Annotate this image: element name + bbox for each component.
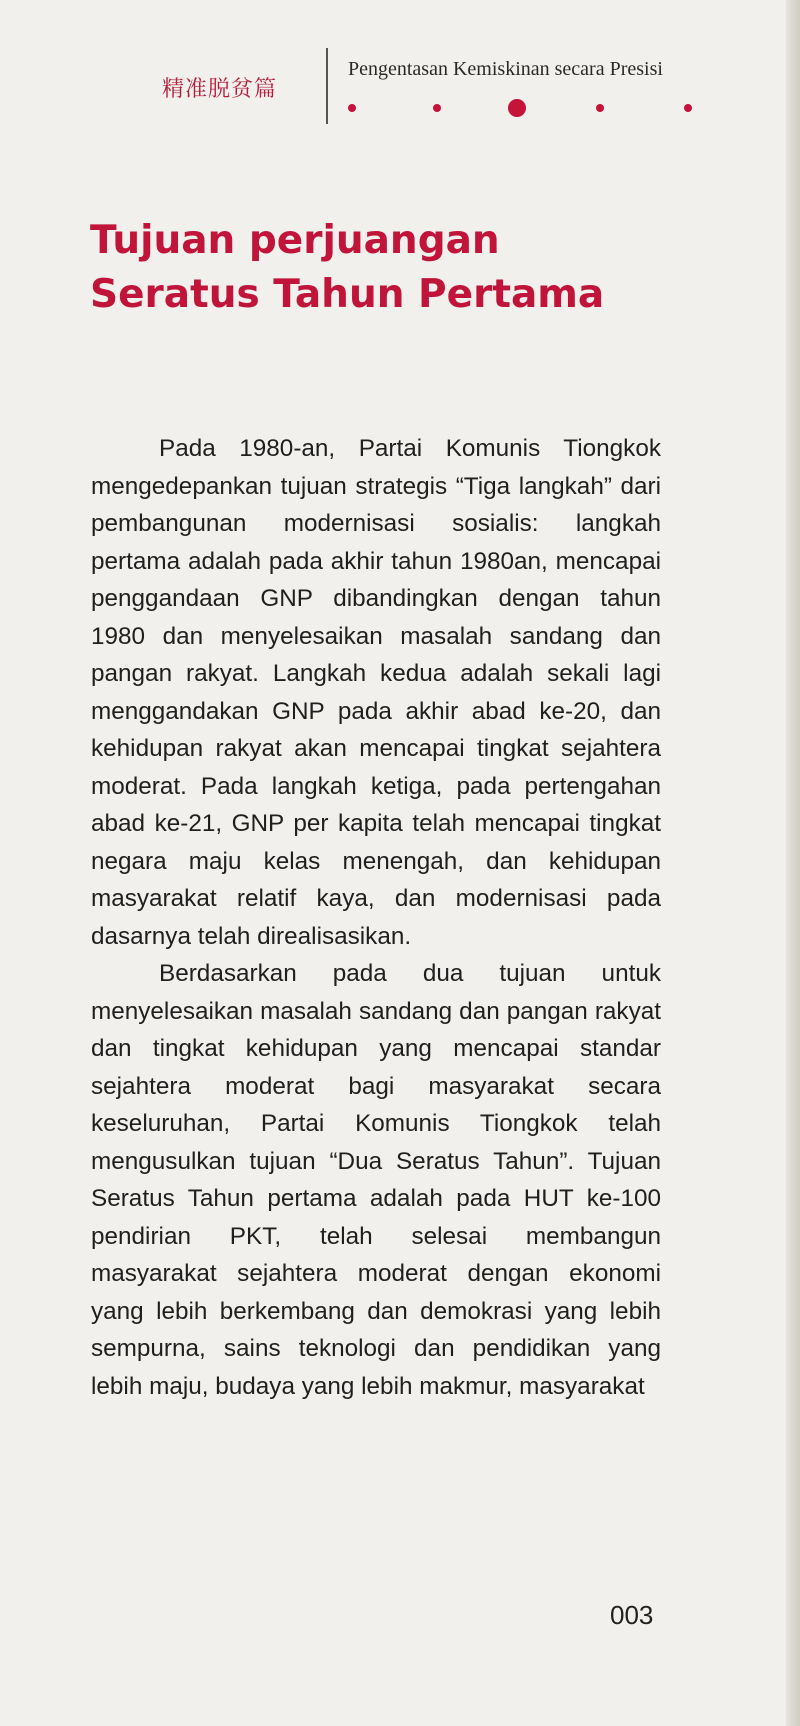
section-title: Pengentasan Kemiskinan secara Presisi xyxy=(348,58,663,80)
chapter-title xyxy=(90,214,730,322)
chinese-book-title: 精准脱贫篇 xyxy=(162,77,278,102)
progress-dot xyxy=(433,104,441,112)
body-paragraph: Pada 1980-an, Partai Komunis Tiongkok mengedepankan tujuan strategis “Tiga langkah” dari pembangunan modernisasi sosialis: langkah pertama adalah pada akhir tahun 1980an, mencapai penggandaan GNP dibandingkan dengan tahun 1980 dan menyelesaikan masalah sandang dan pangan rakyat. Langkah kedua adalah sekali lagi menggandakan GNP pada akhir abad ke-20, dan kehidupan rakyat akan mencapai tingkat sejahtera moderat. Pada langkah ketiga, pada pertengahan abad ke-21, GNP per kapita telah mencapai tingkat negara maju kelas menengah, dan kehidupan masyarakat relatif kaya, dan modernisasi pada dasarnya telah direalisasikan. xyxy=(91,435,661,950)
progress-dot xyxy=(684,104,692,112)
progress-dots xyxy=(348,98,708,118)
body-paragraph: Berdasarkan pada dua tujuan untuk menyelesaikan masalah sandang dan pangan rakyat dan tingkat kehidupan yang mencapai standar sejahtera moderat bagi masyarakat secara keseluruhan, Partai Komunis Tiongkok telah mengusulkan tujuan “Dua Seratus Tahun”. Tujuan Seratus Tahun pertama adalah pada HUT ke-100 pendirian PKT, telah selesai membangun masyarakat sejahtera moderat dengan ekonomi yang lebih berkembang dan demokrasi yang lebih sempurna, sains teknologi dan pendidikan yang lebih maju, budaya yang lebih makmur, masyarakat xyxy=(91,960,661,1400)
page-number: 003 xyxy=(610,1600,654,1630)
progress-dot xyxy=(348,104,356,112)
body-text xyxy=(91,430,661,1405)
progress-dot-current xyxy=(508,99,526,117)
progress-dot xyxy=(596,104,604,112)
header-divider xyxy=(326,48,328,124)
chapter-title-line-1: Tujuan perjuangan xyxy=(90,218,500,263)
chapter-title-line-2: Seratus Tahun Pertama xyxy=(90,272,605,317)
running-header xyxy=(0,48,800,128)
page-edge xyxy=(786,0,800,1726)
